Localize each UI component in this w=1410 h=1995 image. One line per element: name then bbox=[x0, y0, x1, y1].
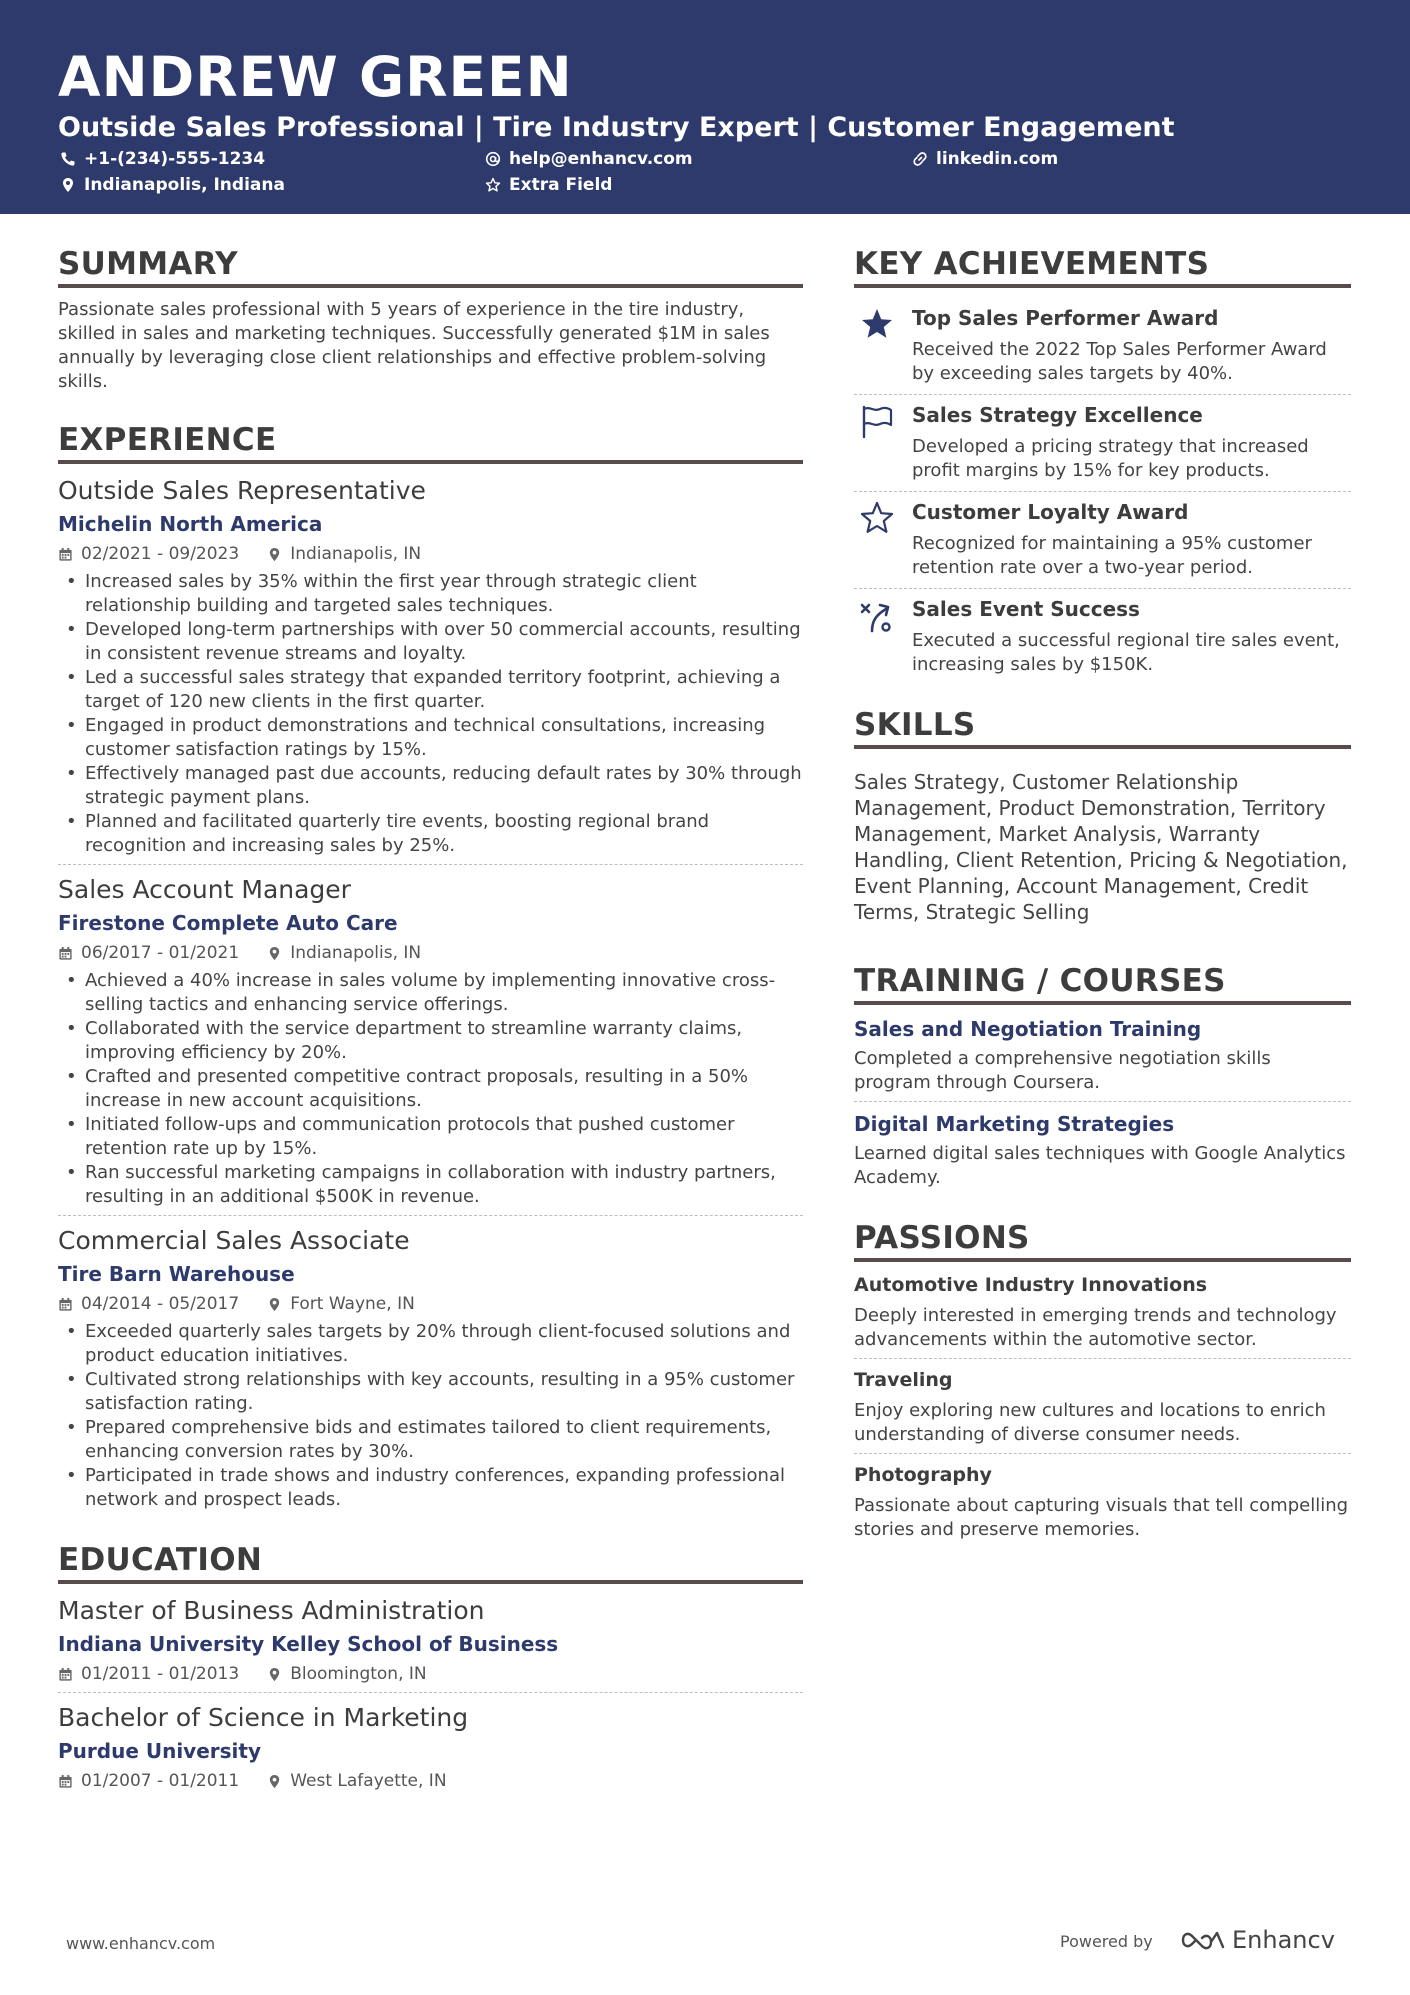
achievement-desc: Received the 2022 Top Sales Performer Award by exceeding sales targets by 40%. bbox=[912, 339, 1327, 384]
bullet-item: • Effectively managed past due accounts, reducing default rates by 30% through strategic payment plans. bbox=[58, 762, 803, 810]
linkedin-text: linkedin.com bbox=[936, 149, 1059, 169]
course-desc: Completed a comprehensive negotiation skills program through Coursera. bbox=[854, 1048, 1271, 1093]
calendar-icon bbox=[58, 1667, 73, 1682]
education-dates: 01/2011 - 01/2013 bbox=[81, 1664, 240, 1684]
achievement-desc: Executed a successful regional tire sales event, increasing sales by $150K. bbox=[912, 630, 1340, 675]
passion-desc: Enjoy exploring new cultures and locations to enrich understanding of diverse consumer needs. bbox=[854, 1400, 1326, 1445]
right-column bbox=[854, 244, 1351, 1556]
course-item bbox=[854, 1110, 1351, 1196]
phone-icon bbox=[60, 151, 76, 167]
achievement-desc: Developed a pricing strategy that increased profit margins by 15% for key products. bbox=[912, 436, 1309, 481]
location-text: Indianapolis, Indiana bbox=[84, 175, 285, 195]
candidate-headline: Outside Sales Professional | Tire Industry Expert | Customer Engagement bbox=[58, 112, 1175, 143]
achievement-title: Sales Event Success bbox=[912, 597, 1140, 621]
job-dates: 06/2017 - 01/2021 bbox=[81, 943, 240, 963]
location-pin-icon bbox=[267, 1667, 282, 1682]
passions-heading: PASSIONS bbox=[854, 1218, 1351, 1262]
job-title: Outside Sales Representative bbox=[58, 476, 426, 505]
job-bullets bbox=[58, 570, 803, 858]
job-entry bbox=[58, 873, 803, 1216]
course-desc: Learned digital sales techniques with Google Analytics Academy. bbox=[854, 1143, 1346, 1188]
bullet-item: • Developed long-term partnerships with over 50 commercial accounts, resulting in consistent revenue streams and loyalty. bbox=[58, 618, 803, 666]
training-heading: TRAINING / COURSES bbox=[854, 961, 1351, 1005]
experience-heading: EXPERIENCE bbox=[58, 420, 803, 464]
course-item bbox=[854, 1015, 1351, 1102]
contact-email[interactable] bbox=[485, 148, 693, 170]
job-meta bbox=[58, 542, 803, 566]
education-entry bbox=[58, 1594, 803, 1693]
achievement-title: Sales Strategy Excellence bbox=[912, 403, 1203, 427]
passion-desc: Passionate about capturing visuals that tell compelling stories and preserve memories. bbox=[854, 1495, 1349, 1540]
contact-linkedin[interactable] bbox=[912, 148, 1058, 170]
achievements-heading: KEY ACHIEVEMENTS bbox=[854, 244, 1351, 288]
location-pin-icon bbox=[267, 946, 282, 961]
summary-text: Passionate sales professional with 5 years of experience in the tire industry, skilled in sales and marketing techniques. Successfully generated $1M in sales annually by leveraging close client relationships and effective problem-solving skills. bbox=[58, 299, 770, 392]
job-title: Commercial Sales Associate bbox=[58, 1226, 410, 1255]
achievement-title: Top Sales Performer Award bbox=[912, 306, 1219, 330]
left-column bbox=[58, 244, 803, 1807]
bullet-item: • Increased sales by 35% within the first year through strategic client relationship building and targeted sales techniques. bbox=[58, 570, 803, 618]
enhancv-logo[interactable] bbox=[1180, 1926, 1335, 1954]
bullet-item: • Participated in trade shows and industry conferences, expanding professional network and prospect leads. bbox=[58, 1464, 803, 1512]
summary-heading: SUMMARY bbox=[58, 244, 803, 288]
footer-url[interactable]: www.enhancv.com bbox=[66, 1934, 216, 1953]
skills-heading: SKILLS bbox=[854, 705, 1351, 749]
passion-title: Automotive Industry Innovations bbox=[854, 1274, 1208, 1296]
star-icon bbox=[485, 177, 501, 193]
job-dates: 02/2021 - 09/2023 bbox=[81, 544, 240, 564]
achievement-title: Customer Loyalty Award bbox=[912, 500, 1189, 524]
bullet-item: • Ran successful marketing campaigns in collaboration with industry partners, resulting in an additional $500K in revenue. bbox=[58, 1161, 803, 1209]
bullet-item: • Collaborated with the service department to streamline warranty claims, improving efficiency by 20%. bbox=[58, 1017, 803, 1065]
education-location: West Lafayette, IN bbox=[290, 1771, 447, 1791]
calendar-icon bbox=[58, 946, 73, 961]
contact-phone[interactable] bbox=[60, 148, 265, 170]
location-pin-icon bbox=[267, 1297, 282, 1312]
job-bullets bbox=[58, 969, 803, 1209]
star-outline-icon bbox=[858, 500, 896, 538]
bullet-item: • Led a successful sales strategy that expanded territory footprint, achieving a target of 120 new clients in the first quarter. bbox=[58, 666, 803, 714]
phone-text: +1-(234)-555-1234 bbox=[84, 149, 266, 169]
contact-location bbox=[60, 174, 285, 196]
skills-text: Sales Strategy, Customer Relationship Management, Product Demonstration, Territory Management, Market Analysis, Warranty Handling, Client Retention, Pricing & Negotiation, Event Planning, Account Management, Credit Terms, Strategic Selling bbox=[854, 770, 1348, 924]
job-entry bbox=[58, 474, 803, 865]
calendar-icon bbox=[58, 547, 73, 562]
location-pin-icon bbox=[267, 1774, 282, 1789]
job-location: Fort Wayne, IN bbox=[290, 1294, 415, 1314]
bullet-item: • Cultivated strong relationships with key accounts, resulting in a 95% customer satisfaction rating. bbox=[58, 1368, 803, 1416]
enhancv-logo-text: Enhancv bbox=[1232, 1926, 1335, 1954]
achievement-item bbox=[854, 395, 1351, 492]
passion-title: Photography bbox=[854, 1464, 992, 1486]
achievement-item bbox=[854, 589, 1351, 685]
course-title: Sales and Negotiation Training bbox=[854, 1017, 1202, 1041]
education-entry bbox=[58, 1701, 803, 1799]
passion-title: Traveling bbox=[854, 1369, 953, 1391]
location-pin-icon bbox=[267, 547, 282, 562]
education-dates: 01/2007 - 01/2011 bbox=[81, 1771, 240, 1791]
bullet-item: • Engaged in product demonstrations and technical consultations, increasing customer satisfaction ratings by 15%. bbox=[58, 714, 803, 762]
degree-title: Bachelor of Science in Marketing bbox=[58, 1703, 469, 1732]
education-location: Bloomington, IN bbox=[290, 1664, 427, 1684]
job-location: Indianapolis, IN bbox=[290, 943, 422, 963]
achievement-desc: Recognized for maintaining a 95% customer retention rate over a two-year period. bbox=[912, 533, 1312, 578]
course-title: Digital Marketing Strategies bbox=[854, 1112, 1175, 1136]
bullet-item: • Crafted and presented competitive contract proposals, resulting in a 50% increase in new account acquisitions. bbox=[58, 1065, 803, 1113]
extra-field-text: Extra Field bbox=[509, 175, 613, 195]
job-company: Firestone Complete Auto Care bbox=[58, 911, 398, 935]
passion-item bbox=[854, 1272, 1351, 1359]
resume-header bbox=[0, 0, 1410, 214]
passion-item bbox=[854, 1367, 1351, 1454]
job-meta bbox=[58, 1292, 803, 1316]
passion-desc: Deeply interested in emerging trends and technology advancements within the automotive sector. bbox=[854, 1305, 1337, 1350]
job-company: Tire Barn Warehouse bbox=[58, 1262, 295, 1286]
strategy-icon bbox=[858, 597, 896, 635]
star-filled-icon bbox=[858, 306, 896, 344]
bullet-item: • Exceeded quarterly sales targets by 20% through client-focused solutions and product education initiatives. bbox=[58, 1320, 803, 1368]
degree-title: Master of Business Administration bbox=[58, 1596, 485, 1625]
calendar-icon bbox=[58, 1774, 73, 1789]
education-meta bbox=[58, 1662, 803, 1686]
flag-icon bbox=[858, 403, 896, 441]
email-text: help@enhancv.com bbox=[509, 149, 693, 169]
link-icon bbox=[912, 151, 928, 167]
bullet-item: • Prepared comprehensive bids and estimates tailored to client requirements, enhancing conversion rates by 30%. bbox=[58, 1416, 803, 1464]
achievement-item bbox=[854, 298, 1351, 395]
candidate-name: ANDREW GREEN bbox=[58, 45, 573, 109]
calendar-icon bbox=[58, 1297, 73, 1312]
passion-item bbox=[854, 1462, 1351, 1548]
job-meta bbox=[58, 941, 803, 965]
bullet-item: • Planned and facilitated quarterly tire events, boosting regional brand recognition and increasing sales by 25%. bbox=[58, 810, 803, 858]
achievement-item bbox=[854, 492, 1351, 589]
education-meta bbox=[58, 1769, 803, 1793]
school-name: Indiana University Kelley School of Business bbox=[58, 1632, 559, 1656]
bullet-item: • Achieved a 40% increase in sales volume by implementing innovative cross-selling tactics and enhancing service offerings. bbox=[58, 969, 803, 1017]
job-entry bbox=[58, 1224, 803, 1518]
footer-powered-by: Powered by bbox=[1060, 1932, 1153, 1951]
contact-extra bbox=[485, 174, 612, 196]
job-company: Michelin North America bbox=[58, 512, 323, 536]
job-title: Sales Account Manager bbox=[58, 875, 351, 904]
at-icon bbox=[485, 151, 501, 167]
location-pin-icon bbox=[60, 177, 76, 193]
education-heading: EDUCATION bbox=[58, 1540, 803, 1584]
job-bullets bbox=[58, 1320, 803, 1512]
school-name: Purdue University bbox=[58, 1739, 261, 1763]
bullet-item: • Initiated follow-ups and communication protocols that pushed customer retention rate up by 15%. bbox=[58, 1113, 803, 1161]
enhancv-logo-icon bbox=[1180, 1928, 1226, 1952]
job-location: Indianapolis, IN bbox=[290, 544, 422, 564]
job-dates: 04/2014 - 05/2017 bbox=[81, 1294, 240, 1314]
